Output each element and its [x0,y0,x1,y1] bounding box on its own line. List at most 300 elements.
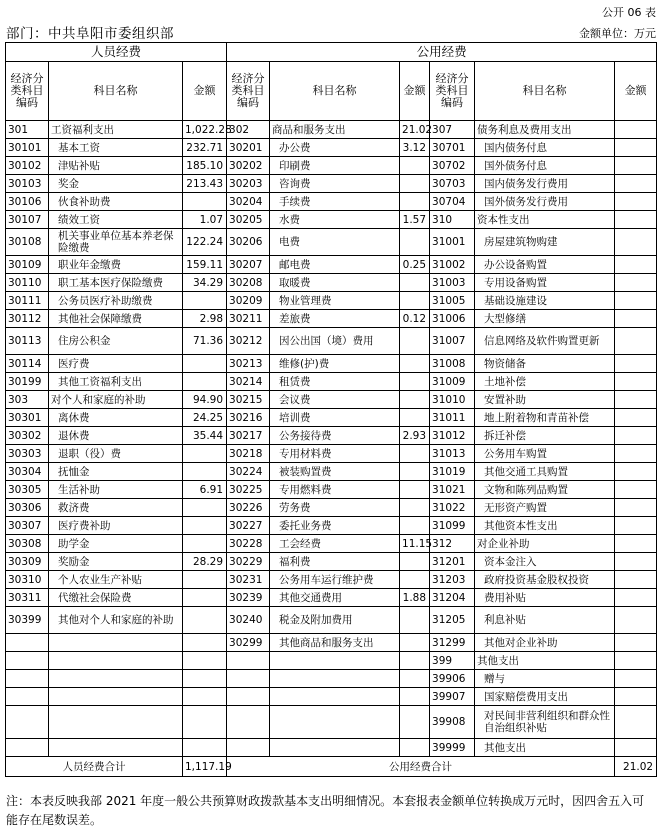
amount-cell [615,373,657,391]
name-cell: 手续费 [270,193,400,211]
name-cell: 大型修缮 [475,310,615,328]
code-cell: 30703 [430,175,475,193]
name-cell: 其他工资福利支出 [49,373,183,391]
code-cell: 30224 [227,463,270,481]
name-cell: 文物和陈列品购置 [475,481,615,499]
code-cell: 30225 [227,481,270,499]
code-cell [6,652,49,670]
code-cell: 31019 [430,463,475,481]
name-cell: 职业年金缴费 [49,256,183,274]
name-cell: 机关事业单位基本养老保险缴费 [49,229,183,256]
name-cell: 商品和服务支出 [270,121,400,139]
code-cell: 30101 [6,139,49,157]
code-cell: 30229 [227,553,270,571]
code-cell: 30110 [6,274,49,292]
amount-cell [615,652,657,670]
name-cell: 政府投资基金股权投资 [475,571,615,589]
amount-cell [400,229,430,256]
amount-cell: 71.36 [183,328,227,355]
amount-cell [400,391,430,409]
name-cell: 对民间非营利组织和群众性自治组织补贴 [475,706,615,739]
name-cell: 工资福利支出 [49,121,183,139]
code-cell: 30307 [6,517,49,535]
amount-cell [615,634,657,652]
amount-cell: 159.11 [183,256,227,274]
amount-cell [183,355,227,373]
table-row [6,292,657,310]
code-cell: 31009 [430,373,475,391]
amount-cell: 1,022.28 [183,121,227,139]
code-cell: 30212 [227,328,270,355]
code-cell: 31012 [430,427,475,445]
code-cell: 31002 [430,256,475,274]
code-cell: 31099 [430,517,475,535]
name-cell: 救济费 [49,499,183,517]
name-cell: 电费 [270,229,400,256]
code-cell: 31299 [430,634,475,652]
amount-cell [400,463,430,481]
amount-cell [183,193,227,211]
code-cell: 30310 [6,571,49,589]
amount-cell: 0.25 [400,256,430,274]
name-cell: 其他社会保障缴费 [49,310,183,328]
code-cell: 30301 [6,409,49,427]
code-cell: 30203 [227,175,270,193]
code-cell: 30202 [227,157,270,175]
amount-cell [183,589,227,607]
code-cell: 30199 [6,373,49,391]
code-cell: 30304 [6,463,49,481]
expenditure-table [5,42,657,777]
code-cell [227,739,270,757]
table-row [6,256,657,274]
public-total-label: 公用经费合计 [227,757,615,777]
code-cell [227,652,270,670]
public-total-amount: 21.02 [615,757,657,777]
name-cell: 信息网络及软件购置更新 [475,328,615,355]
amount-cell [183,373,227,391]
amount-cell [615,427,657,445]
code-cell: 30227 [227,517,270,535]
amount-cell: 0.12 [400,310,430,328]
amount-cell [615,688,657,706]
amount-cell [400,499,430,517]
name-cell: 维修(护)费 [270,355,400,373]
code-cell: 30228 [227,535,270,553]
name-cell [270,670,400,688]
table-row [6,634,657,652]
table-row [6,481,657,499]
code-cell: 30114 [6,355,49,373]
amount-cell [400,634,430,652]
code-cell: 31007 [430,328,475,355]
amount-cell [615,175,657,193]
code-cell: 30702 [430,157,475,175]
column-header-row [6,62,657,121]
name-cell: 办公费 [270,139,400,157]
code-cell: 302 [227,121,270,139]
amount-cell [400,571,430,589]
department-label: 部门：中共阜阳市委组织部 [6,26,174,42]
footnote: 注：本表反映我部 2021 年度一般公共预算财政拨款基本支出明细情况。本套报表金额单位转换成万元时，因四舍五入可能存在尾数误差。 [6,794,645,827]
code-cell: 30216 [227,409,270,427]
code-cell: 30302 [6,427,49,445]
amount-cell [183,607,227,634]
code-cell: 30102 [6,157,49,175]
name-cell: 国内债务发行费用 [475,175,615,193]
name-cell: 水费 [270,211,400,229]
code-cell: 30214 [227,373,270,391]
amount-cell [615,571,657,589]
amount-cell [615,121,657,139]
table-row [6,553,657,571]
name-cell: 其他对个人和家庭的补助 [49,607,183,634]
name-cell: 专用燃料费 [270,481,400,499]
code-cell: 31006 [430,310,475,328]
amount-cell [615,256,657,274]
table-row [6,535,657,553]
amount-cell [400,553,430,571]
table-row [6,355,657,373]
name-cell: 差旅费 [270,310,400,328]
code-cell: 31203 [430,571,475,589]
name-cell: 税金及附加费用 [270,607,400,634]
name-cell: 专用材料费 [270,445,400,463]
amount-cell [400,373,430,391]
amount-cell: 2.98 [183,310,227,328]
name-cell: 拆迁补偿 [475,427,615,445]
code-cell: 30704 [430,193,475,211]
name-cell: 房屋建筑物购建 [475,229,615,256]
name-cell: 物资储备 [475,355,615,373]
code-cell: 30217 [227,427,270,445]
table-row [6,571,657,589]
name-cell: 物业管理费 [270,292,400,310]
name-cell: 地上附着物和青苗补偿 [475,409,615,427]
name-cell: 咨询费 [270,175,400,193]
personnel-total-label: 人员经费合计 [6,757,183,777]
name-cell: 利息补贴 [475,607,615,634]
amount-cell [615,292,657,310]
amount-cell [615,553,657,571]
code-cell: 30701 [430,139,475,157]
amount-cell [400,274,430,292]
amount-cell [615,409,657,427]
name-cell: 办公设备购置 [475,256,615,274]
public-group-header: 公用经费 [227,43,657,62]
amount-cell [183,706,227,739]
code-cell: 307 [430,121,475,139]
amount-cell [183,499,227,517]
col-header-code: 经济分类科目编码 [6,62,49,121]
name-cell: 其他对企业补助 [475,634,615,652]
name-cell: 公务员医疗补助缴费 [49,292,183,310]
code-cell: 30240 [227,607,270,634]
amount-cell [615,355,657,373]
code-cell: 30107 [6,211,49,229]
amount-cell [615,481,657,499]
name-cell: 印刷费 [270,157,400,175]
code-cell: 30309 [6,553,49,571]
name-cell: 债务利息及费用支出 [475,121,615,139]
col-header-code: 经济分类科目编码 [430,62,475,121]
code-cell: 30109 [6,256,49,274]
amount-cell: 21.02 [400,121,430,139]
table-row [6,445,657,463]
name-cell: 培训费 [270,409,400,427]
code-cell: 30231 [227,571,270,589]
name-cell [49,634,183,652]
group-header-row [6,43,657,62]
code-cell [6,688,49,706]
personnel-total-amount: 1,117.19 [183,757,227,777]
amount-cell: 94.90 [183,391,227,409]
code-cell: 30113 [6,328,49,355]
code-cell [227,688,270,706]
amount-cell [400,157,430,175]
table-row [6,409,657,427]
code-cell: 31011 [430,409,475,427]
code-cell: 31205 [430,607,475,634]
amount-cell [400,409,430,427]
amount-cell: 1.07 [183,211,227,229]
amount-cell [615,157,657,175]
name-cell: 资本性支出 [475,211,615,229]
amount-cell [400,445,430,463]
name-cell: 对企业补助 [475,535,615,553]
table-row [6,157,657,175]
table-row [6,427,657,445]
col-header-code: 经济分类科目编码 [227,62,270,121]
amount-cell [400,607,430,634]
col-header-amount: 金额 [615,62,657,121]
code-cell: 30215 [227,391,270,409]
amount-cell [183,670,227,688]
table-row [6,328,657,355]
name-cell: 其他资本性支出 [475,517,615,535]
amount-cell [615,535,657,553]
amount-cell [615,211,657,229]
code-cell: 31022 [430,499,475,517]
name-cell: 其他交通工具购置 [475,463,615,481]
name-cell: 公务用车运行维护费 [270,571,400,589]
name-cell: 伙食补助费 [49,193,183,211]
table-row [6,499,657,517]
table-row [6,670,657,688]
table-row [6,463,657,481]
code-cell: 30204 [227,193,270,211]
code-cell: 30213 [227,355,270,373]
amount-cell: 28.29 [183,553,227,571]
amount-cell [400,193,430,211]
code-cell: 30111 [6,292,49,310]
amount-cell [615,739,657,757]
amount-cell: 24.25 [183,409,227,427]
name-cell: 租赁费 [270,373,400,391]
amount-cell [400,481,430,499]
table-row [6,229,657,256]
code-cell: 39907 [430,688,475,706]
amount-cell [615,607,657,634]
code-cell: 30209 [227,292,270,310]
personnel-group-header: 人员经费 [6,43,227,62]
code-cell: 30207 [227,256,270,274]
table-row [6,274,657,292]
name-cell: 其他交通费用 [270,589,400,607]
amount-cell [615,229,657,256]
table-row [6,517,657,535]
code-cell: 39906 [430,670,475,688]
name-cell: 因公出国（境）费用 [270,328,400,355]
code-cell: 31005 [430,292,475,310]
amount-cell: 34.29 [183,274,227,292]
col-header-name: 科目名称 [49,62,183,121]
name-cell: 国外债务付息 [475,157,615,175]
amount-cell [183,535,227,553]
name-cell [49,739,183,757]
code-cell: 39908 [430,706,475,739]
code-cell: 31204 [430,589,475,607]
code-cell: 310 [430,211,475,229]
name-cell: 安置补助 [475,391,615,409]
name-cell [49,706,183,739]
code-cell: 30311 [6,589,49,607]
code-cell: 30206 [227,229,270,256]
name-cell [270,706,400,739]
table-row [6,175,657,193]
name-cell: 绩效工资 [49,211,183,229]
code-cell: 30299 [227,634,270,652]
amount-cell [183,463,227,481]
name-cell: 国内债务付息 [475,139,615,157]
code-cell [6,739,49,757]
name-cell: 离休费 [49,409,183,427]
amount-cell [615,391,657,409]
table-number: 公开 06 表 [602,6,656,19]
name-cell [270,739,400,757]
code-cell: 30226 [227,499,270,517]
name-cell: 国外债务发行费用 [475,193,615,211]
name-cell: 职工基本医疗保险缴费 [49,274,183,292]
code-cell: 30399 [6,607,49,634]
name-cell: 土地补偿 [475,373,615,391]
name-cell: 福利费 [270,553,400,571]
name-cell: 其他商品和服务支出 [270,634,400,652]
code-cell: 30211 [227,310,270,328]
code-cell: 31013 [430,445,475,463]
code-cell [227,706,270,739]
table-row [6,373,657,391]
name-cell: 生活补助 [49,481,183,499]
amount-cell [183,445,227,463]
code-cell: 301 [6,121,49,139]
amount-cell [615,328,657,355]
name-cell [49,688,183,706]
amount-cell [400,292,430,310]
amount-cell [615,670,657,688]
amount-cell [400,706,430,739]
amount-cell: 3.12 [400,139,430,157]
code-cell: 31201 [430,553,475,571]
name-cell: 资本金注入 [475,553,615,571]
code-cell: 30106 [6,193,49,211]
name-cell: 会议费 [270,391,400,409]
name-cell: 无形资产购置 [475,499,615,517]
amount-cell [615,193,657,211]
code-cell: 312 [430,535,475,553]
name-cell: 医疗费补助 [49,517,183,535]
name-cell [270,688,400,706]
name-cell: 专用设备购置 [475,274,615,292]
name-cell: 住房公积金 [49,328,183,355]
name-cell: 对个人和家庭的补助 [49,391,183,409]
amount-cell [615,274,657,292]
name-cell: 津贴补贴 [49,157,183,175]
amount-cell: 213.43 [183,175,227,193]
name-cell: 医疗费 [49,355,183,373]
amount-cell [400,517,430,535]
totals-row [6,757,657,777]
amount-cell [183,739,227,757]
amount-cell [183,571,227,589]
name-cell: 抚恤金 [49,463,183,481]
table-body [6,121,657,757]
amount-cell [400,652,430,670]
amount-cell: 2.93 [400,427,430,445]
table-row [6,706,657,739]
code-cell: 30112 [6,310,49,328]
amount-cell [183,634,227,652]
code-cell: 31021 [430,481,475,499]
amount-cell [615,499,657,517]
table-row [6,391,657,409]
table-row [6,193,657,211]
table-row [6,589,657,607]
table-row [6,652,657,670]
amount-cell [400,670,430,688]
col-header-amount: 金额 [400,62,430,121]
name-cell: 助学金 [49,535,183,553]
table-row [6,739,657,757]
code-cell: 39999 [430,739,475,757]
table-row [6,310,657,328]
name-cell: 委托业务费 [270,517,400,535]
table-row [6,688,657,706]
amount-cell [615,589,657,607]
amount-cell: 35.44 [183,427,227,445]
amount-cell: 6.91 [183,481,227,499]
code-cell [6,634,49,652]
table-row [6,607,657,634]
code-cell: 31003 [430,274,475,292]
code-cell: 30305 [6,481,49,499]
col-header-name: 科目名称 [475,62,615,121]
name-cell: 赠与 [475,670,615,688]
name-cell [49,670,183,688]
code-cell: 30108 [6,229,49,256]
code-cell: 30201 [227,139,270,157]
amount-cell: 1.88 [400,589,430,607]
amount-cell [400,688,430,706]
code-cell [6,706,49,739]
amount-cell [183,652,227,670]
amount-cell [400,739,430,757]
name-cell: 公务接待费 [270,427,400,445]
code-cell: 30306 [6,499,49,517]
code-cell: 31008 [430,355,475,373]
code-cell [6,670,49,688]
amount-cell [183,517,227,535]
